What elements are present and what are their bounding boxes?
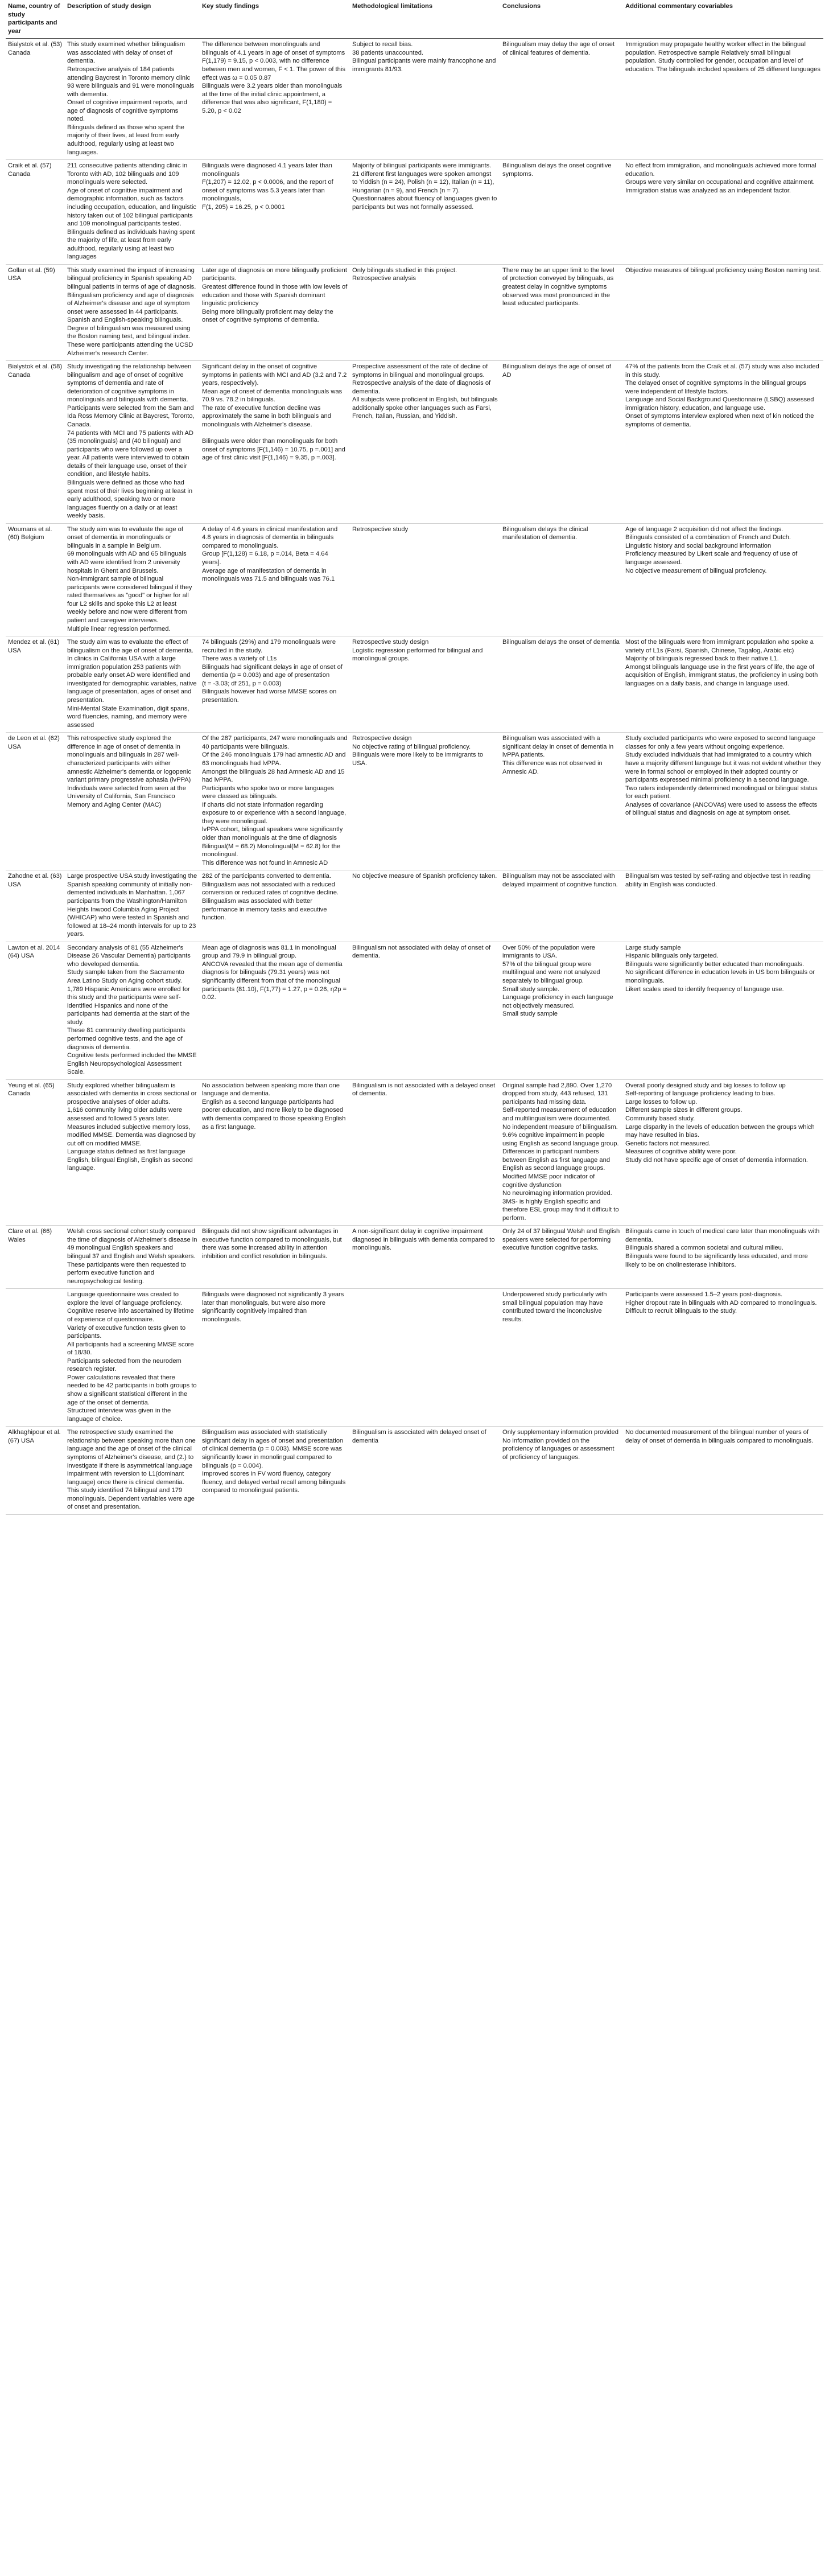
cell-design — [65, 942, 200, 1079]
cell-study-text: Woumans et al. (60) Belgium — [8, 525, 52, 541]
cell-design-text: This retrospective study explored the difference in age of onset of dementia in monolinguals and bilinguals in 287 well-characterized participants with either amnestic Alzheimer's dementia or logopenic variant primary progressive aphasia (lvPPA) Individuals were selected from seen at the University of California, San Francisco Memory and Aging Center (MAC) — [67, 735, 191, 808]
cell-commentary-text: Immigration may propagate healthy worker effect in the bilingual population. Retrospective sample Relatively small bilingual population. Study controlled for gender, occupation and level of education. The bilinguals included speakers of 25 different languages — [625, 41, 820, 73]
table-row — [6, 160, 823, 265]
cell-conclusions — [500, 942, 623, 1079]
cell-conclusions-text: There may be an upper limit to the level of protection conveyed by bilinguals, as greatest delay in cognitive symptoms observed was most pronounced in the least educated participants. — [502, 266, 614, 307]
cell-conclusions — [500, 523, 623, 636]
cell-commentary-text: Most of the bilinguals were from immigrant population who spoke a variety of L1s (Farsi, Spanish, Chinese, Tagalog, Arabic etc) Majority of bilinguals regressed back to their native L1. Amongst bilinguals language use in the first years of life, the age of acquisition of English, immigrant status, the proficiency in using both languages on a daily basis, and change in language used. — [625, 639, 818, 687]
cell-design — [65, 361, 200, 524]
cell-design-text: Study explored whether bilingualism is associated with dementia in cross sectional or prospective analyses of older adults. 1,616 community living older adults were assessed and followed 5 years later. Measures included subjective memory loss, modified MMSE. Dementia was diagnosed by cut off on modified MMSE. Language status defined as first language English, bilingual English, English as second language. — [67, 1082, 197, 1172]
cell-findings — [200, 1427, 350, 1515]
cell-conclusions-text: Bilingualism may not be associated with delayed impairment of cognitive function. — [502, 873, 618, 888]
header-study: Name, country of study participants and year — [6, 1, 65, 39]
cell-design — [65, 1289, 200, 1427]
cell-study — [6, 1079, 65, 1226]
cell-limitations-text: Majority of bilingual participants were immigrants. 21 different first languages were spoken amongst to Yiddish (n = 24), Polish (n = 12), Italian (n = 11), Hungarian (n = 9), and French (n = 7). Questionnaires about fluency of languages given to participants but was not formally assessed. — [352, 162, 497, 211]
cell-conclusions-text: Bilingualism delays the age of onset of AD — [502, 363, 611, 379]
cell-design-text: This study examined the impact of increasing bilingual proficiency in Spanish speaking AD bilingual patients in terms of age of diagnosis. Bilingualism proficiency and age of diagnosis of Alzheimer's disease and age of symptom onset were assessed in 44 participants. Spanish and English-speaking bilinguals. Degree of bilingualism was measured using the Boston naming test, and bilingual index. These were participants attending the UCSD Alzheimer's research Center. — [67, 266, 196, 357]
cell-conclusions-text: Bilingualism was associated with a significant delay in onset of dementia in lvPPA patients. This difference was not observed in Amnesic AD. — [502, 735, 614, 775]
header-commentary: Additional commentary covariables — [623, 1, 823, 39]
cell-study-text: Zahodne et al. (63) USA — [8, 873, 62, 888]
cell-limitations-text: Retrospective study — [352, 525, 409, 533]
table-row — [6, 361, 823, 524]
cell-limitations-text: Bilingualism is associated with delayed onset of dementia — [352, 1429, 486, 1444]
cell-design-text: Study investigating the relationship between bilingualism and age of onset of cognitive symptoms of dementia and rate of deterioration of cognitive symptoms in monolinguals and bilinguals with dementia. Participants were selected from the Sam and Ida Ross Memory Clinic at Baycrest, Toronto, Canada. 74 patients with MCI and 75 patients with AD (35 monolinguals) and (40 bilingual) and participants who were followed up over a year. All patients were interviewed to obtain details of their language use, onset of their condition, and lifestyle habits. Bilinguals were defined as those who had spent most of their lives beginning at least in early adulthood, speaking two or more languages fluently on a daily or at least weekly basis. — [67, 363, 195, 520]
cell-conclusions-text: Original sample had 2,890. Over 1,270 dropped from study, 443 refused, 131 participants had missing data. Self-reported measurement of education and multilingualism were documented. No independent measure of bilingualism. 9.6% cognitive impairment in people using English as second language group. Differences in participant numbers between English as first language and English as second language groups. Modified MMSE poor indicator of cognitive dysfunction No neuroimaging information provided. 3MS- is highly English specific and therefore ESL group may find it difficult to perform. — [502, 1082, 619, 1222]
cell-commentary — [623, 361, 823, 524]
cell-limitations — [350, 39, 500, 160]
cell-conclusions — [500, 264, 623, 360]
cell-commentary — [623, 870, 823, 942]
cell-study — [6, 160, 65, 265]
header-conclusions: Conclusions — [500, 1, 623, 39]
table-row — [6, 870, 823, 942]
cell-commentary-text: Participants were assessed 1.5–2 years post-diagnosis. Higher dropout rate in bilinguals with AD compared to monolinguals. Difficult to recruit bilinguals to the study. — [625, 1291, 817, 1315]
cell-commentary-text: Bilinguals came in touch of medical care later than monolinguals with dementia. Bilinguals shared a common societal and cultural milieu. Bilinguals were found to be significantly less educated, and more likely to be on cholinesterase inhibitors. — [625, 1228, 820, 1268]
table-row — [6, 1226, 823, 1289]
table-row — [6, 523, 823, 636]
cell-limitations-text: Prospective assessment of the rate of decline of symptoms in bilingual and monolingual groups. Retrospective analysis of the date of diagnosis of dementia. All subjects were proficient in English, but bilinguals additionally spoke other languages such as Farsi, French, Italian, Russian, and Yiddish. — [352, 363, 498, 420]
cell-design-text: The study aim was to evaluate the effect of bilingualism on the age of onset of dementia. In clinics in California USA with a large immigration population 253 patients with probable early onset AD were identified and investigated for demographic variables, native language of presentation, ages of onset and presentation. Mini-Mental State Examination, digit spans, word fluencies, naming, and memory were assessed — [67, 639, 197, 729]
table-row — [6, 636, 823, 733]
cell-conclusions — [500, 636, 623, 733]
cell-conclusions-text: Over 50% of the population were immigrants to USA. 57% of the bilingual group were multilingual and were not analyzed separately to bilingual group. Small study sample. Language proficiency in each language not objectively measured. Small study sample — [502, 944, 613, 1018]
cell-study — [6, 1427, 65, 1515]
cell-study — [6, 39, 65, 160]
table-header-row — [6, 1, 823, 39]
cell-design — [65, 264, 200, 360]
cell-commentary-text: No effect from immigration, and monolinguals achieved more formal education. Groups were very similar on occupational and cognitive attainment. Immigration status was analyzed as an independent factor. — [625, 162, 816, 194]
cell-limitations-text: A non-significant delay in cognitive impairment diagnosed in bilinguals with dementia compared to monolinguals. — [352, 1228, 495, 1252]
cell-design-text: Welsh cross sectional cohort study compared the time of diagnosis of Alzheimer's disease in 49 monolingual English speakers and bilingual 37 and English and Welsh speakers. These participants were then requested to perform executive function and neuropsychological testing. — [67, 1228, 197, 1285]
cell-study-text: Bialystok et al. (53) Canada — [8, 41, 63, 56]
cell-commentary — [623, 39, 823, 160]
cell-design — [65, 160, 200, 265]
cell-findings — [200, 636, 350, 733]
cell-findings-text: Bilingualism was associated with statistically significant delay in ages of onset and presentation of clinical dementia (p = 0.003). MMSE score was significantly lower in monolingual compared to bilinguals (p = 0.004). Improved scores in FV word fluency, category fluency, and delayed verbal recall among bilinguals compared to monolingual patients. — [202, 1429, 346, 1494]
cell-commentary-text: No documented measurement of the bilingual number of years of delay of onset of dementia in bilinguals compared to monolinguals. — [625, 1429, 814, 1444]
cell-limitations — [350, 942, 500, 1079]
cell-findings — [200, 39, 350, 160]
cell-commentary-text: Objective measures of bilingual proficiency using Boston naming test. — [625, 266, 821, 274]
table-row — [6, 1079, 823, 1226]
cell-findings-text: A delay of 4.6 years in clinical manifestation and 4.8 years in diagnosis of dementia in bilinguals compared to monolinguals. Group [F(1,128) = 6.18, p =.014, Beta = 4.64 years]. Average age of manifestation of dementia in monolinguals was 71.5 and bilinguals was 76.1 — [202, 525, 338, 583]
table-row — [6, 264, 823, 360]
cell-findings-text: 74 bilinguals (29%) and 179 monolinguals were recruited in the study. There was a variety of L1s Bilinguals had significant delays in age of onset of dementia (p = 0.003) and age of presentation (t = -3.03; df 251, p = 0.003) Bilinguals however had worse MMSE scores on presentation. — [202, 639, 343, 704]
cell-commentary — [623, 264, 823, 360]
cell-design-text: This study examined whether bilingualism was associated with delay of onset of dementia. Retrospective analysis of 184 patients attending Baycrest in Toronto memory clinic 93 were bilinguals and 91 were monolinguals with dementia. Onset of cognitive impairment reports, and age of diagnosis of cognitive symptoms noted. Bilinguals defined as those who spent the majority of their lives, at least from early adulthood, regularly using at least two languages. — [67, 41, 195, 156]
cell-study-text: Mendez et al. (61) USA — [8, 639, 60, 654]
cell-limitations — [350, 870, 500, 942]
cell-commentary — [623, 1226, 823, 1289]
cell-conclusions — [500, 1289, 623, 1427]
cell-design — [65, 1226, 200, 1289]
cell-limitations — [350, 523, 500, 636]
cell-design-text: The study aim was to evaluate the age of onset of dementia in monolinguals or bilinguals in a sample in Belgium. 69 monolinguals with AD and 65 bilinguals with AD were identified from 2 university hospitals in Ghent and Brussels. Non-immigrant sample of bilingual participants were considered bilingual if they rated themselves as "good" or higher for all four L2 skills and spoke this L2 at least weekly before and now were different from patient and caregiver interviews. Multiple linear regression performed. — [67, 525, 192, 632]
cell-design — [65, 733, 200, 870]
cell-limitations — [350, 733, 500, 870]
cell-findings-text: Bilinguals were diagnosed not significantly 3 years later than monolinguals, but were also more significantly cognitively impaired than monolinguals. — [202, 1291, 344, 1323]
cell-design — [65, 1427, 200, 1515]
cell-design — [65, 39, 200, 160]
cell-conclusions — [500, 160, 623, 265]
cell-design — [65, 523, 200, 636]
cell-study-text: Lawton et al. 2014 (64) USA — [8, 944, 60, 960]
cell-limitations — [350, 361, 500, 524]
cell-findings-text: No association between speaking more than one language and dementia. English as a second language participants had poorer education, and more likely to be diagnosed with dementia compared to those speaking English as a first language. — [202, 1082, 346, 1131]
cell-study — [6, 942, 65, 1079]
table-row — [6, 1289, 823, 1427]
cell-study — [6, 361, 65, 524]
cell-findings-text: The difference between monolinguals and bilinguals of 4.1 years in age of onset of symptoms F(1,179) = 9.15, p < 0.003, with no difference between men and women, F < 1. The power of this effect was ω = 0.05 0.87 Bilinguals were 3.2 years older than monolinguals at the time of the initial clinic appointment, a difference that was also significant, F(1,180) = 5.20, p < 0.02 — [202, 41, 345, 114]
cell-study — [6, 870, 65, 942]
table-row — [6, 733, 823, 870]
cell-limitations — [350, 1427, 500, 1515]
cell-limitations-text: Subject to recall bias. 38 patients unaccounted. Bilingual participants were mainly francophone and immigrants 81/93. — [352, 41, 496, 73]
cell-findings — [200, 733, 350, 870]
cell-conclusions — [500, 870, 623, 942]
cell-design-text: The retrospective study examined the relationship between speaking more than one language and the age of onset of the clinical symptoms of Alzheimer's disease, and (2.) to investigate if there is asymmetrical language impairment with reversion to L1(dominant language) once there is clinical dementia. This study identified 74 bilingual and 179 monolinguals. Dependent variables were age of onset and presentation. — [67, 1429, 196, 1511]
cell-findings — [200, 361, 350, 524]
cell-commentary — [623, 1427, 823, 1515]
table-row — [6, 39, 823, 160]
cell-design-text: Secondary analysis of 81 (55 Alzheimer's Disease 26 Vascular Dementia) participants who developed dementia. Study sample taken from the Sacramento Area Latino Study on Aging cohort study. 1,789 Hispanic Americans were enrolled for this study and the participants were self-identified Hispanics and none of the participants had dementia at the start of the study. These 81 community dwelling participants performed cognitive tests, and the age of diagnosis of dementia. Cognitive tests performed included the MMSE English Neuropsychological Assessment Scale. — [67, 944, 197, 1076]
cell-study-text: Craik et al. (57) Canada — [8, 162, 52, 178]
cell-findings — [200, 523, 350, 636]
cell-conclusions — [500, 1079, 623, 1226]
cell-study-text: Gollan et al. (59) USA — [8, 266, 55, 282]
cell-study-text: Yeung et al. (65) Canada — [8, 1082, 55, 1098]
cell-findings-text: Later age of diagnosis on more bilingually proficient participants. Greatest difference found in those with low levels of education and those with Spanish dominant linguistic proficiency Being more bilingually proficient may delay the onset of cognitive symptoms of dementia. — [202, 266, 348, 324]
cell-findings — [200, 160, 350, 265]
cell-findings — [200, 870, 350, 942]
cell-design-text: 211 consecutive patients attending clinic in Toronto with AD, 102 bilinguals and 109 monolinguals were selected. Age of onset of cognitive impairment and demographic information, such as factors including occupation, education, and linguistic history taken out of 102 bilingual participants and 109 monolingual participants tested. Bilinguals defined as individuals having spent the majority of life, at least from early adulthood, regularly using at least two languages — [67, 162, 197, 261]
cell-findings-text: Bilinguals were diagnosed 4.1 years later than monolinguals F(1,207) = 12.02, p < 0.0006, and the report of onset of symptoms was 5.3 years later than monolinguals, F(1, 205) = 16.25, p < 0.0001 — [202, 162, 333, 211]
cell-conclusions-text: Only supplementary information provided No information provided on the proficiency of languages or assessment of proficiency of languages. — [502, 1429, 618, 1461]
cell-conclusions — [500, 733, 623, 870]
cell-conclusions — [500, 1427, 623, 1515]
evidence-table — [6, 1, 823, 1515]
cell-commentary-text: Age of language 2 acquisition did not affect the findings. Bilinguals consisted of a combination of French and Dutch. Linguistic history and social background information Proficiency measured by Likert scale and frequency of use of language assessed. No objective measurement of bilingual proficiency. — [625, 525, 798, 574]
cell-study — [6, 264, 65, 360]
table-body — [6, 39, 823, 1515]
cell-limitations-text: Only bilinguals studied in this project. Retrospective analysis — [352, 266, 457, 282]
header-findings: Key study findings — [200, 1, 350, 39]
cell-commentary — [623, 160, 823, 265]
cell-study — [6, 523, 65, 636]
cell-limitations-text: Bilingualism not associated with delay of onset of dementia. — [352, 944, 491, 960]
cell-study-text: Clare et al. (66) Wales — [8, 1228, 52, 1243]
cell-limitations-text: Retrospective study design Logistic regression performed for bilingual and monolingual groups. — [352, 639, 483, 663]
cell-conclusions-text: Bilingualism delays the onset cognitive symptoms. — [502, 162, 612, 178]
cell-commentary — [623, 636, 823, 733]
cell-findings-text: Of the 287 participants, 247 were monolinguals and 40 participants were bilinguals. Of the 246 monolinguals 179 had amnestic AD and 63 monolinguals had lvPPA. Amongst the bilinguals 28 had Amnesic AD and 15 had lvPPA. Participants who spoke two or more languages were classed as bilinguals. If charts did not state information regarding exposure to or experience with a second language, they were monolingual. lvPPA cohort, bilingual speakers were significantly older than monolinguals at the time of diagnosis Bilingual(M = 68.2) Monolingual(M = 62.8) for the monolingual. This difference was not found in Amnesic AD — [202, 735, 348, 866]
cell-conclusions — [500, 39, 623, 160]
cell-findings-text: Significant delay in the onset of cognitive symptoms in patients with MCI and AD (3.2 and 7.2 years, respectively). Mean age of onset of dementia monolinguals was 70.9 vs. 78.2 in bilinguals. The rate of executive function decline was approximately the same in both bilinguals and monolinguals with Alzheimer's disease. Bilinguals were older than monolinguals for both onset of symptoms [F(1,146) = 10.75, p =.001] and age of first clinic visit [F(1,146) = 9.35, p =.003]. — [202, 363, 347, 462]
cell-commentary — [623, 942, 823, 1079]
cell-conclusions-text: Only 24 of 37 bilingual Welsh and English speakers were selected for performing executive function cognitive tasks. — [502, 1228, 620, 1252]
cell-conclusions-text: Bilingualism delays the onset of dementia — [502, 639, 620, 646]
cell-findings — [200, 1226, 350, 1289]
cell-limitations — [350, 1079, 500, 1226]
cell-commentary — [623, 1079, 823, 1226]
cell-study — [6, 1289, 65, 1427]
cell-findings — [200, 942, 350, 1079]
cell-limitations — [350, 264, 500, 360]
cell-commentary-text: Overall poorly designed study and big losses to follow up Self-reporting of language proficiency leading to bias. Large losses to follow up. Different sample sizes in different groups. Community based study. Large disparity in the levels of education between the groups which may have resulted in bias. Genetic factors not measured. Measures of cognitive ability were poor. Study did not have specific age of onset of dementia information. — [625, 1082, 815, 1164]
cell-conclusions — [500, 361, 623, 524]
cell-study — [6, 1226, 65, 1289]
cell-study — [6, 636, 65, 733]
cell-conclusions-text: Bilingualism may delay the age of onset of clinical features of dementia. — [502, 41, 615, 56]
cell-conclusions — [500, 1226, 623, 1289]
evidence-table-container — [6, 0, 823, 1517]
cell-study-text: de Leon et al. (62) USA — [8, 735, 60, 750]
cell-findings-text: Bilinguals did not show significant advantages in executive function compared to monolinguals, but there was some increased ability in attention inhibition and conflict resolution in bilinguals. — [202, 1228, 342, 1260]
cell-findings — [200, 1289, 350, 1427]
header-design: Description of study design — [65, 1, 200, 39]
cell-design — [65, 636, 200, 733]
cell-study-text: Alkhaghipour et al. (67) USA — [8, 1429, 61, 1444]
cell-findings-text: 282 of the participants converted to dementia. Bilingualism was not associated with a reduced conversion or reduced rates of cognitive decline. Bilingualism was associated with better performance in memory tasks and executive function. — [202, 873, 339, 922]
cell-commentary — [623, 523, 823, 636]
cell-commentary — [623, 733, 823, 870]
cell-limitations — [350, 1226, 500, 1289]
cell-design-text: Language questionnaire was created to explore the level of language proficiency. Cognitive reserve info ascertained by lifetime of experience of questionnaire. Variety of executive function tests given to participants. All participants had a screening MMSE score of 18/30. Participants selected from the neurodem research register. Power calculations revealed that there needed to be 42 participants in both groups to show a significant statistical different in the age of the onset of dementia. Structured interview was given in the language of choice. — [67, 1291, 197, 1423]
cell-conclusions-text: Underpowered study particularly with small bilingual population may have contributed toward the inconclusive results. — [502, 1291, 607, 1323]
cell-findings — [200, 264, 350, 360]
cell-commentary-text: 47% of the patients from the Craik et al. (57) study was also included in this study. The delayed onset of cognitive symptoms in the bilingual groups were independent of lifestyle factors. Language and Social Background Questionnaire (LSBQ) assessed immigration history, education, and language use. Onset of symptoms interview explored when next of kin noticed the symptoms of dementia. — [625, 363, 819, 428]
table-row — [6, 942, 823, 1079]
cell-limitations-text: No objective measure of Spanish proficiency taken. — [352, 873, 497, 880]
cell-design — [65, 1079, 200, 1226]
cell-design — [65, 870, 200, 942]
cell-limitations — [350, 1289, 500, 1427]
cell-findings-text: Mean age of diagnosis was 81.1 in monolingual group and 79.9 in bilingual group. ANCOVA revealed that the mean age of dementia diagnosis for bilinguals (79.31 years) was not significantly different from that of the monolingual participants (81.10), F(1,77) = 1.27, p = 0.26, η2p = 0.02. — [202, 944, 347, 1001]
cell-commentary — [623, 1289, 823, 1427]
cell-study — [6, 733, 65, 870]
cell-findings — [200, 1079, 350, 1226]
cell-conclusions-text: Bilingualism delays the clinical manifestation of dementia. — [502, 525, 588, 541]
cell-design-text: Large prospective USA study investigating the Spanish speaking community of initially non-demented individuals in Manhattan. 1,067 participants from the Washington/Hamilton Heights Inwood Columbia Aging Project (WHICAP) who were tested in Spanish and followed at 18–24 month intervals for up to 23 years. — [67, 873, 197, 938]
cell-study-text: Bialystok et al. (58) Canada — [8, 363, 63, 379]
cell-limitations-text: Retrospective design No objective rating of bilingual proficiency. Bilinguals were more likely to be immigrants to USA. — [352, 735, 484, 767]
cell-commentary-text: Large study sample Hispanic bilinguals only targeted. Bilinguals were significantly better educated than monolinguals. No significant difference in education levels in US born bilinguals or monolinguals. Likert scales used to identify frequency of language use. — [625, 944, 815, 993]
cell-limitations — [350, 636, 500, 733]
header-limitations: Methodological limitations — [350, 1, 500, 39]
table-row — [6, 1427, 823, 1515]
cell-commentary-text: Study excluded participants who were exposed to second language classes for only a few years without ongoing experience. Study excluded individuals that had immigrated to a country which have a majority different language but it was not evident whether they were in formal school or employed in their adopted country or participants expressed minimal proficiency in a second language. Two raters independently determined monolingual or bilingual status for each patient. Analyses of covariance (ANCOVAs) were used to assess the effects of bilingual status and diagnosis on age at symptom onset. — [625, 735, 821, 817]
cell-commentary-text: Bilingualism was tested by self-rating and objective test in reading ability in English was conducted. — [625, 873, 811, 888]
cell-limitations-text: Bilingualism is not associated with a delayed onset of dementia. — [352, 1082, 496, 1098]
cell-limitations — [350, 160, 500, 265]
